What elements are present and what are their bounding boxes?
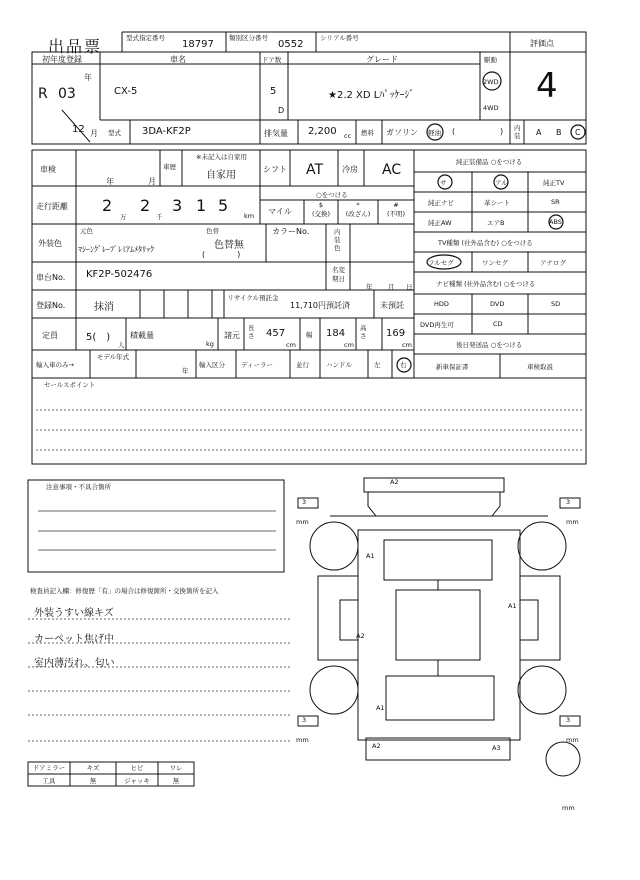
use-label: 車歴 — [163, 163, 176, 171]
genuine-item-8: エアB — [487, 219, 505, 227]
notes-title: 注意事項・不具合箇所 — [46, 483, 111, 491]
doors-value: 5 — [270, 86, 277, 97]
note-line-2: カーペット焦げ中 — [34, 634, 114, 645]
repaint-paren: ( ) — [202, 250, 241, 259]
handle-right: 右 — [400, 361, 407, 369]
name-change-label: 名変期日 — [332, 266, 345, 283]
mm-front-left: mm — [296, 518, 309, 526]
genuine-item-7: 純正AW — [428, 219, 452, 227]
interior-label: 内装 — [514, 124, 521, 140]
color-label: 外装色 — [38, 239, 62, 248]
score-value: 4 — [536, 66, 558, 106]
score-label: 評価点 — [530, 39, 554, 48]
genuine-item-1: サ — [440, 179, 447, 187]
form-title: 出品票 — [48, 37, 103, 56]
original-color-label: 元色 — [80, 227, 93, 235]
name-change-month: 月 — [388, 283, 395, 291]
exchange-label: $ (交換) — [311, 201, 331, 218]
load-unit: kg — [206, 340, 214, 348]
tv-title: TV種類 (社外品含む) ○をつける — [438, 239, 533, 247]
width-cm: cm — [344, 341, 354, 349]
repaint-value: 色替無 — [214, 240, 244, 251]
shaken-label: 車検 — [40, 165, 56, 174]
fuel-other-close: ) — [500, 127, 504, 136]
mileage-digit-1: 2 — [102, 196, 113, 215]
door-type: D — [278, 106, 285, 115]
tread-front-right: 3 — [566, 498, 571, 506]
model-cert-value: 18797 — [182, 39, 214, 50]
length-cm: cm — [286, 341, 296, 349]
length-label: 長さ — [248, 324, 255, 340]
fuel-other-open: ( — [452, 127, 456, 136]
damage-mark-6: A2 — [372, 742, 381, 750]
sen-unit: 千 — [156, 213, 163, 221]
length-value: 457 — [266, 328, 286, 339]
damage-mark-2: A1 — [366, 552, 375, 560]
model-year-label: モデル年式 — [96, 353, 130, 361]
day-unit: 日 — [406, 283, 413, 291]
ac-value: AC — [382, 162, 402, 178]
handle-left: 左 — [374, 361, 381, 369]
recycle-label: リサイクル預託金 — [227, 294, 279, 302]
color-value: ﾏｼｰﾝｸﾞﾚｰﾌﾟﾚﾐｱﾑﾒﾀﾘｯｸ — [78, 245, 154, 254]
ac-label: 冷房 — [342, 165, 358, 174]
import-label: 輸入車のみ→ — [36, 361, 74, 369]
post-title: 後日発送品 ○をつける — [456, 341, 523, 349]
first-reg-label: 初年度登録 — [42, 55, 82, 64]
capacity-unit: 人 — [118, 341, 125, 349]
km-unit: km — [244, 212, 255, 220]
fuel-label: 燃料 — [361, 129, 374, 137]
post-item-2: 車検取説 — [527, 363, 553, 371]
damage-mark-4: A2 — [356, 632, 365, 640]
drive-4wd: 4WD — [483, 104, 499, 112]
cc-unit: cc — [344, 132, 352, 140]
interior-color-label: 内装色 — [334, 228, 341, 252]
door-label: ドア数 — [262, 56, 282, 64]
fuel-light-oil: 軽油 — [428, 129, 441, 137]
capacity-label: 定員 — [42, 331, 58, 340]
displacement-value: 2,200 — [308, 126, 337, 137]
mm-spare: mm — [562, 804, 575, 812]
tv-item-3: アナログ — [540, 259, 566, 267]
damage-mark-7: A3 — [492, 744, 501, 752]
tv-item-2: ワンセグ — [482, 259, 508, 267]
fuel-gasoline: ガソリン — [386, 128, 418, 137]
first-reg-era: R — [38, 86, 48, 102]
use-value: 自家用 — [206, 170, 236, 181]
class-value: 0552 — [278, 39, 304, 50]
tools-header-4: ワレ — [169, 764, 183, 772]
altered-label: * (改ざん) — [345, 201, 371, 218]
color-no-label: カラーNo. — [272, 227, 310, 236]
mm-rear-left: mm — [296, 736, 309, 744]
registration-label: 登録No. — [36, 301, 66, 310]
interior-grade-a: A — [536, 128, 542, 137]
tools-header-3: ヒビ — [130, 764, 144, 772]
tv-item-1: フルセグ — [428, 259, 454, 267]
mileage-note: ○をつける — [316, 191, 348, 199]
model-cert-label: 型式指定番号 — [126, 34, 165, 42]
mileage-digit-5: 5 — [218, 196, 229, 215]
shaken-month-unit: 月 — [148, 177, 156, 186]
load-label: 積載量 — [130, 331, 154, 340]
chassis-value: KF2P-502476 — [86, 269, 153, 280]
shift-value: AT — [306, 162, 324, 178]
name-change-year: 年 — [366, 283, 373, 291]
mileage-digit-3: 3 — [172, 196, 183, 215]
shaken-year-unit: 年 — [106, 177, 114, 186]
damage-mark-1: A2 — [390, 478, 399, 486]
navi-title: ナビ種類 (社外品含む) ○をつける — [436, 280, 536, 288]
first-reg-year: 03 — [58, 86, 76, 102]
repaint-label: 色替 — [206, 227, 219, 235]
tools-row-1: 工具 — [42, 777, 56, 785]
model-label: 型式 — [108, 129, 121, 137]
year-unit: 年 — [84, 73, 92, 82]
model-year-unit: 年 — [182, 367, 189, 375]
note-line-3: 室内薄汚れ、匂い — [34, 658, 115, 669]
genuine-item-4: 純正ナビ — [428, 199, 454, 207]
genuine-item-3: 純正TV — [543, 179, 565, 187]
shift-label: シフト — [263, 165, 287, 174]
height-value: 169 — [386, 328, 406, 339]
damage-mark-5: A1 — [376, 704, 385, 712]
model-value: 3DA-KF2P — [142, 126, 191, 137]
navi-item-5: CD — [493, 320, 503, 328]
car-name-label: 車名 — [170, 55, 186, 64]
registration-value: 抹消 — [94, 302, 114, 313]
parallel-label: 並行 — [296, 361, 309, 369]
drive-2wd: 2WD — [483, 78, 499, 86]
man-unit: 万 — [120, 213, 127, 221]
navi-item-2: DVD — [490, 300, 505, 308]
tools-row-3: ジャッキ — [124, 777, 150, 785]
genuine-title: 純正装備品 ○をつける — [456, 158, 523, 166]
height-cm: cm — [402, 341, 412, 349]
grade-label: グレード — [366, 55, 398, 64]
chassis-label: 車台No. — [36, 273, 66, 282]
capacity-value: 5( ) — [86, 332, 111, 343]
class-label: 類別区分番号 — [229, 34, 268, 42]
grade-value: ★2.2 XD Lﾊﾟｯｹｰｼﾞ — [328, 90, 415, 101]
note-line-1: 外装うすい線キズ — [34, 608, 114, 619]
dealer-label: ディーラー — [241, 361, 273, 369]
drive-label: 駆動 — [484, 56, 497, 64]
serial-label: シリアル番号 — [320, 34, 359, 42]
tread-front-left: 3 — [302, 498, 307, 506]
mile-label: マイル — [268, 207, 292, 216]
genuine-item-5: 革シート — [484, 199, 510, 207]
mileage-label: 走行距離 — [36, 202, 68, 211]
width-value: 184 — [326, 328, 346, 339]
mileage-digit-4: 1 — [196, 196, 207, 215]
mm-rear-right: mm — [566, 736, 579, 744]
genuine-item-9: ABS — [549, 218, 562, 226]
genuine-item-2: アル — [495, 179, 508, 187]
sales-point-label: セールスポイント — [44, 381, 96, 389]
import-class-label: 輸入区分 — [199, 361, 225, 369]
tools-row-2: 無 — [89, 777, 97, 785]
first-reg-month: 12 — [72, 124, 85, 135]
post-item-1: 新車保証書 — [436, 363, 469, 371]
tools-header-2: キズ — [86, 764, 100, 772]
mileage-digit-2: 2 — [140, 196, 151, 215]
inspector-label: 検査員記入欄：修復歴「有」の場合は修復箇所・交換箇所を記入 — [30, 587, 219, 595]
interior-grade-c: C — [575, 128, 581, 137]
tools-header-1: ドアミラー — [32, 764, 66, 772]
mm-front-right: mm — [566, 518, 579, 526]
recycle-value: 11,710円預託済 — [290, 301, 350, 310]
navi-item-4: DVD再生可 — [420, 321, 454, 329]
car-name-value: CX-5 — [114, 86, 138, 97]
tread-rear-left: 3 — [302, 716, 307, 724]
tools-row-4: 無 — [172, 777, 180, 785]
genuine-item-6: SR — [551, 198, 560, 206]
handle-label: ハンドル — [326, 361, 352, 369]
width-label: 幅 — [306, 331, 313, 339]
damage-mark-3: A1 — [508, 602, 517, 610]
tread-rear-right: 3 — [566, 716, 571, 724]
use-note: ※未記入は自家用 — [196, 153, 247, 161]
displacement-label: 排気量 — [264, 129, 288, 138]
dimension-label: 諸元 — [224, 331, 240, 340]
recycle-unpaid: 未預託 — [380, 301, 404, 310]
navi-item-3: SD — [551, 300, 561, 308]
unknown-label: # (不明) — [386, 201, 406, 218]
interior-grade-b: B — [556, 128, 562, 137]
height-label: 高さ — [360, 324, 367, 340]
navi-item-1: HDD — [434, 300, 449, 308]
month-unit: 月 — [90, 129, 98, 138]
